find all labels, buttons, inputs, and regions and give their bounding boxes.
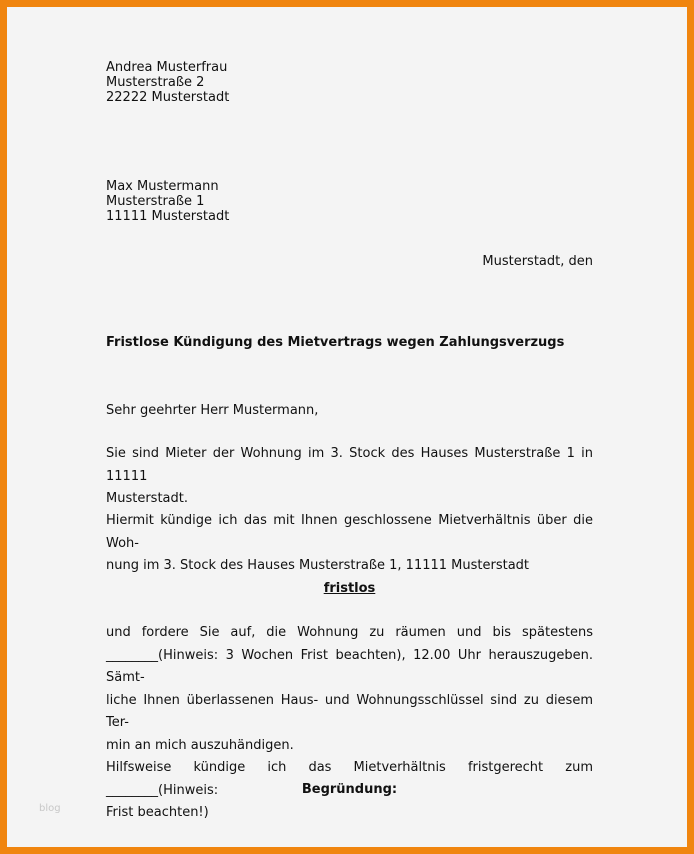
recipient-street: Musterstraße 1 — [106, 194, 205, 209]
paragraph-demand-line-2: ________(Hinweis: 3 Wochen Frist beachten), 12.00 Uhr herauszugeben. Sämt- — [106, 647, 593, 685]
paragraph-tenancy — [106, 443, 593, 511]
salutation: Sehr geehrter Herr Mustermann, — [106, 403, 319, 418]
recipient-city: 11111 Musterstadt — [106, 209, 230, 224]
fristlos-emphasis: fristlos — [323, 581, 376, 596]
reason-heading: Begründung: — [301, 782, 398, 797]
paragraph-termination-line-1: Hiermit kündige ich das mit Ihnen geschlossene Mietverhältnis über die Woh- — [106, 513, 593, 551]
sender-street: Musterstraße 2 — [106, 75, 205, 90]
watermark-text: blog — [39, 803, 61, 814]
place-date: Musterstadt, den — [482, 254, 593, 269]
paragraph-demand-line-6: Frist beachten!) — [106, 805, 209, 820]
paragraph-termination — [106, 510, 593, 578]
paragraph-tenancy-line-2: Musterstadt. — [106, 491, 188, 506]
sender-name: Andrea Musterfrau — [106, 60, 228, 75]
paragraph-demand-line-5: Hilfsweise kündige ich das Mietverhältnis fristgerecht zum ________(Hinweis: — [106, 760, 593, 798]
paragraph-tenancy-line-1: Sie sind Mieter der Wohnung im 3. Stock des Hauses Musterstraße 1 in 11111 — [106, 446, 593, 484]
sender-city: 22222 Musterstadt — [106, 90, 230, 105]
paragraph-demand-line-1: und fordere Sie auf, die Wohnung zu räumen und bis spätestens — [106, 625, 593, 640]
paragraph-demand-line-3: liche Ihnen überlassenen Haus- und Wohnungsschlüssel sind zu diesem Ter- — [106, 692, 593, 730]
paragraph-demand-line-4: min an mich auszuhändigen. — [106, 737, 294, 753]
recipient-name: Max Mustermann — [106, 179, 219, 194]
letter-subject: Fristlose Kündigung des Mietvertrags wegen Zahlungsverzugs — [106, 335, 565, 350]
paragraph-termination-line-2: nung im 3. Stock des Hauses Musterstraße 1, 11111 Musterstadt — [106, 558, 530, 573]
